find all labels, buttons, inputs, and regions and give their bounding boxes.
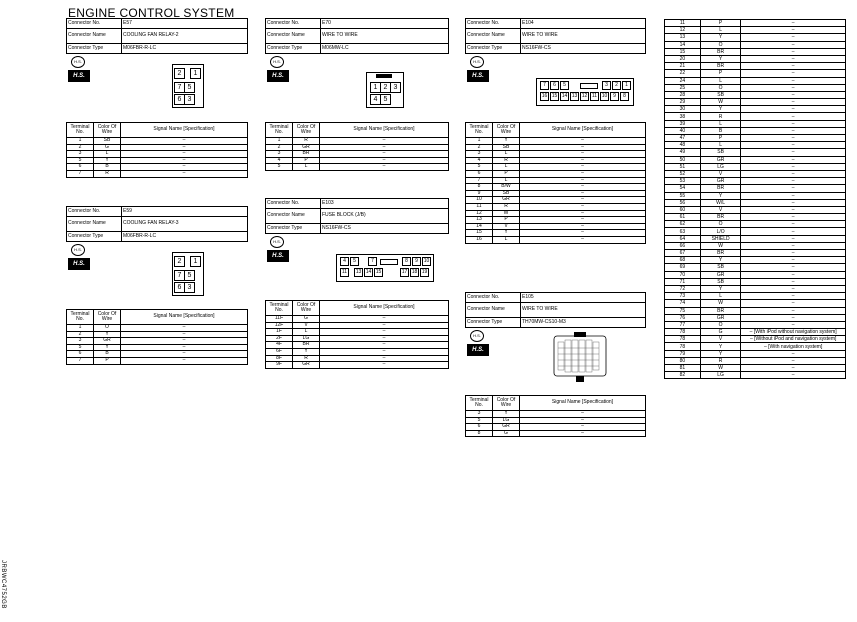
- table-row: 7 P –: [67, 357, 248, 364]
- table-row: 64 SHIELD –: [665, 235, 846, 242]
- e59-name: COOLING FAN RELAY-3: [122, 217, 248, 232]
- table-row: 66 W –: [665, 242, 846, 249]
- table-row: 52 V –: [665, 170, 846, 177]
- e105-signal-table: Terminal No. Color Of Wire Signal Name [Specification] 3 Y – 5 LG – 6 GR – 8 G –: [465, 395, 646, 437]
- table-row: 16 L –: [466, 236, 646, 243]
- e57-connector-face: 2 1 7 5 6 3: [168, 62, 208, 108]
- e105-name: WIRE TO WIRE: [521, 303, 646, 318]
- e104-type: NS16FW-CS: [521, 44, 646, 54]
- hs-icon: H.S. H.S.: [68, 56, 90, 82]
- e70-type: M06MW-LC: [321, 44, 449, 54]
- table-row: 11 P –: [665, 20, 846, 27]
- e70-signal-table: Terminal No. Color Of Wire Signal Name [Specification] 1 R – 2 GR – 3 BR – 4 P – 5 L –: [265, 122, 449, 171]
- table-row: 67 BR –: [665, 250, 846, 257]
- table-row: 29 W –: [665, 99, 846, 106]
- table-row: 28 SB –: [665, 91, 846, 98]
- hs-icon: H.S. H.S.: [68, 244, 90, 270]
- table-row: 78 V – [Without iPod and navigation system]: [665, 336, 846, 343]
- table-row: 12 L –: [665, 27, 846, 34]
- table-row: 20 Y –: [665, 55, 846, 62]
- e59-no: E59: [122, 207, 248, 217]
- table-row: 11F G –: [266, 316, 449, 323]
- table-row: 1 R –: [266, 138, 449, 145]
- table-row: 55 Y –: [665, 192, 846, 199]
- table-row: 1 Y –: [466, 138, 646, 145]
- table-row: 15 Y –: [466, 230, 646, 237]
- table-row: 38 R –: [665, 113, 846, 120]
- table-row: 3 L –: [67, 151, 248, 158]
- table-row: 80 R –: [665, 357, 846, 364]
- page-title: ENGINE CONTROL SYSTEM: [68, 6, 235, 20]
- e59-signal-table: Terminal No. Color Of Wire Signal Name [Specification] 1 O – 2 Y – 3 GR – 5 Y – 6 B – 7 P –: [66, 309, 248, 365]
- table-row: 12 W –: [466, 210, 646, 217]
- table-row: 5 L –: [266, 164, 449, 171]
- table-row: 2F LG –: [266, 335, 449, 342]
- table-row: 11 R –: [466, 203, 646, 210]
- table-row: 6 GR –: [466, 424, 646, 431]
- hs-icon: H.S. H.S.: [467, 330, 489, 356]
- table-row: 8F R –: [266, 355, 449, 362]
- table-row: 78 Y – [With navigation system]: [665, 343, 846, 350]
- table-row: 25 O –: [665, 84, 846, 91]
- table-row: 71 SB –: [665, 278, 846, 285]
- e59-connector-face: 2 1 7 5 6 3: [168, 250, 208, 296]
- table-row: 51 LG –: [665, 163, 846, 170]
- e104-signal-table: Terminal No. Color Of Wire Signal Name [Specification] 1 Y – 2 SB – 3 L – 4 R – 5 L – 6 P – 7 L – 8 B/W – 9 SB – 10 GR – 11 R – 12 W – 13 P – 14 V – 15 Y – 16 L –: [465, 122, 646, 244]
- table-row: 5 Y –: [67, 157, 248, 164]
- table-row: 4 R –: [466, 157, 646, 164]
- e57-name: COOLING FAN RELAY-2: [122, 29, 248, 44]
- table-row: 63 L/O –: [665, 228, 846, 235]
- e105-info-table: Connector No. E105 Connector Name WIRE TO WIRE Connector Type TH70MW-CS10-M3: [465, 292, 646, 328]
- table-row: 9F GR –: [266, 362, 449, 369]
- table-row: 10 GR –: [466, 197, 646, 204]
- e70-connector-face: 1 2 3 4 5: [364, 70, 406, 108]
- table-row: 13 P –: [466, 217, 646, 224]
- table-row: 78 G – [With iPod without navigation system]: [665, 329, 846, 336]
- e57-no: E57: [122, 19, 248, 29]
- hs-icon: H.S. H.S.: [267, 236, 289, 262]
- table-row: 5 Y –: [67, 344, 248, 351]
- table-row: 81 W –: [665, 365, 846, 372]
- table-row: 13 Y –: [665, 34, 846, 41]
- e103-type: NS16FW-CS: [321, 224, 449, 234]
- table-row: 3 L –: [466, 151, 646, 158]
- table-row: 82 LG –: [665, 372, 846, 379]
- e104-connector-face: 7 6 5 3 2 1 16 15 14 13 12 11 10 9 8: [534, 76, 634, 106]
- table-row: 3 GR –: [67, 338, 248, 345]
- table-row: 6 B –: [67, 164, 248, 171]
- table-row: 22 P –: [665, 70, 846, 77]
- e70-info-table: Connector No. E70 Connector Name WIRE TO WIRE Connector Type M06MW-LC: [265, 18, 449, 54]
- table-row: 24 L –: [665, 77, 846, 84]
- e103-info-table: Connector No. E103 Connector Name FUSE BLOCK (J/B) Connector Type NS16FW-CS: [265, 198, 449, 234]
- table-row: 79 Y –: [665, 350, 846, 357]
- table-row: 2 GR –: [266, 144, 449, 151]
- e104-no: E104: [521, 19, 646, 29]
- table-row: 70 GR –: [665, 271, 846, 278]
- table-row: 48 L –: [665, 142, 846, 149]
- table-row: 47 P –: [665, 135, 846, 142]
- table-row: 6 B –: [67, 351, 248, 358]
- table-row: 7 R –: [67, 170, 248, 177]
- table-row: 2 SB –: [466, 144, 646, 151]
- table-row: 61 BR –: [665, 214, 846, 221]
- e105-connector-face: [550, 332, 610, 388]
- table-row: 2 Y –: [67, 331, 248, 338]
- table-row: 77 O –: [665, 321, 846, 328]
- table-row: 1F L –: [266, 329, 449, 336]
- table-row: 4F BR –: [266, 342, 449, 349]
- table-row: 56 W/L –: [665, 199, 846, 206]
- e105-type: TH70MW-CS10-M3: [521, 318, 646, 328]
- table-row: 39 L –: [665, 120, 846, 127]
- table-row: 72 Y –: [665, 285, 846, 292]
- table-row: 8 B/W –: [466, 184, 646, 191]
- e103-signal-table: Terminal No. Color Of Wire Signal Name [Specification] 11F G – 12F V – 1F L – 2F LG – 4F BR – 6F Y – 8F R – 9F GR –: [265, 300, 449, 369]
- table-row: 14 V –: [466, 223, 646, 230]
- table-row: 74 W –: [665, 300, 846, 307]
- e57-type: M06FBR-R-LC: [122, 44, 248, 54]
- table-row: 1 O –: [67, 325, 248, 332]
- table-row: 6F Y –: [266, 348, 449, 355]
- table-row: 4 P –: [266, 157, 449, 164]
- table-row: 60 V –: [665, 206, 846, 213]
- e103-no: E103: [321, 199, 449, 209]
- table-row: 21 BR –: [665, 63, 846, 70]
- table-row: 5 L –: [466, 164, 646, 171]
- table-row: 2 G –: [67, 144, 248, 151]
- table-row: 49 SB –: [665, 149, 846, 156]
- table-row: 15 BR –: [665, 48, 846, 55]
- e70-name: WIRE TO WIRE: [321, 29, 449, 44]
- e59-type: M06FBR-R-LC: [122, 232, 248, 242]
- table-row: 3 Y –: [466, 411, 646, 418]
- table-row: 75 BR –: [665, 307, 846, 314]
- table-row: 69 SB –: [665, 264, 846, 271]
- table-row: 1 SB –: [67, 138, 248, 145]
- table-row: 54 BR –: [665, 185, 846, 192]
- e70-no: E70: [321, 19, 449, 29]
- e57-signal-table: Terminal No. Color Of Wire Signal Name [Specification] 1 SB – 2 G – 3 L – 5 Y – 6 B – 7 R –: [66, 122, 248, 178]
- table-row: 5 LG –: [466, 417, 646, 424]
- e57-info-table: Connector No. E57 Connector Name COOLING FAN RELAY-2 Connector Type M06FBR-R-LC: [66, 18, 248, 54]
- e104-info-table: Connector No. E104 Connector Name WIRE TO WIRE Connector Type NS16FW-CS: [465, 18, 646, 54]
- e105-continued-table: [664, 19, 846, 379]
- table-row: 30 Y –: [665, 106, 846, 113]
- table-row: 7 L –: [466, 177, 646, 184]
- table-row: 73 L –: [665, 293, 846, 300]
- e103-name: FUSE BLOCK (J/B): [321, 209, 449, 224]
- e103-connector-face: 4 5 7 8 9 10 11 13 14 15 17 18 19: [334, 252, 434, 282]
- hs-icon: H.S. H.S.: [267, 56, 289, 82]
- e104-name: WIRE TO WIRE: [521, 29, 646, 44]
- table-row: 53 GR –: [665, 178, 846, 185]
- table-row: 12F V –: [266, 322, 449, 329]
- e105-no: E105: [521, 293, 646, 303]
- table-row: 14 O –: [665, 41, 846, 48]
- table-row: 6 P –: [466, 170, 646, 177]
- table-row: 9 SB –: [466, 190, 646, 197]
- table-row: 50 GR –: [665, 156, 846, 163]
- table-row: 40 B –: [665, 127, 846, 134]
- table-row: 68 Y –: [665, 257, 846, 264]
- table-row: 76 GR –: [665, 314, 846, 321]
- table-row: 62 O –: [665, 221, 846, 228]
- table-row: 8 G –: [466, 430, 646, 437]
- table-row: 3 BR –: [266, 151, 449, 158]
- hs-icon: H.S. H.S.: [467, 56, 489, 82]
- e59-info-table: Connector No. E59 Connector Name COOLING FAN RELAY-3 Connector Type M06FBR-R-LC: [66, 206, 248, 242]
